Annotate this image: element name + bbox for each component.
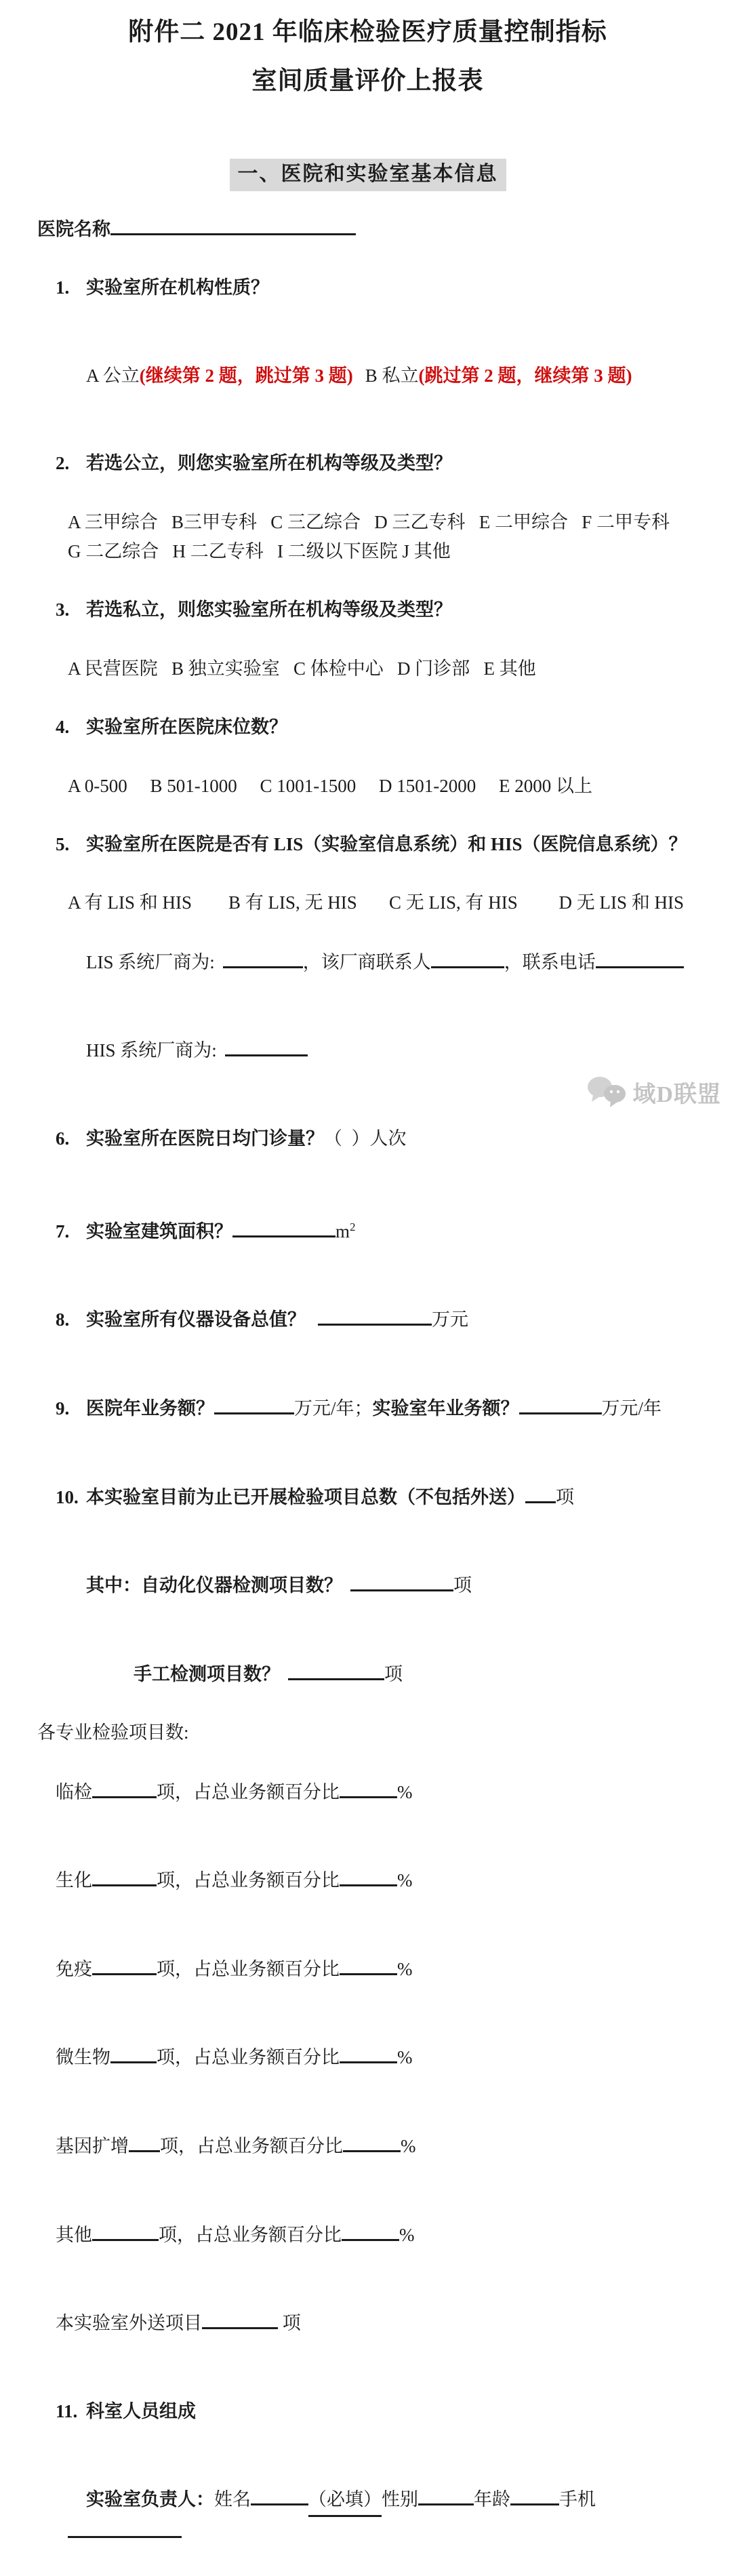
building-area-blank[interactable] [232,1216,336,1237]
question-4-text: 实验室所在医院床位数？ [86,717,287,738]
q1-option-a-skip-note: (继续第 2 题，跳过第 3 题) [139,365,353,386]
question-1 [37,244,698,332]
vendor-contact-label: ，该厂商联系人 [302,951,431,972]
specialty-items-header: 各专业检验项目数: [37,1722,189,1743]
specialty-row-pcr [37,2102,698,2191]
question-2-options-line2[interactable]: G 二乙综合 H 二乙专科 I 二级以下医院 J 其他 [68,541,451,562]
lab-lead-label: 实验室负责人： [86,2489,214,2510]
q8-unit: 万元 [432,1309,468,1330]
question-5-number: 5. [56,834,70,855]
lab-revenue-blank[interactable] [519,1393,602,1414]
lis-vendor-label: LIS 系统厂商为: [86,951,215,972]
q10-unit: 项 [556,1486,574,1507]
question-7-number: 7. [56,1221,70,1242]
question-7-text: 实验室建筑面积？ [86,1221,232,1242]
total-items-blank[interactable] [525,1482,556,1503]
auto-items-line [37,1541,698,1630]
age-label: 年龄 [474,2489,510,2510]
contact-phone-label: ，联系电话 [504,951,596,972]
question-3-number: 3. [56,599,70,620]
question-4 [37,683,698,772]
question-9-text-b: 实验室年业务额？ [372,1398,519,1419]
auto-items-unit: 项 [453,1575,472,1596]
question-3 [37,566,698,654]
question-8-number: 8. [56,1309,70,1330]
percent-sign: % [401,2136,416,2156]
phone-blank[interactable] [68,2517,182,2538]
manual-items-label: 手工检测项目数？ [134,1663,280,1684]
required-note: （必填） [308,2485,382,2516]
vendor-contact-blank[interactable] [431,947,504,968]
micro-pct-blank[interactable] [340,2042,397,2063]
q1-option-b[interactable]: B 私立 [365,365,419,386]
equipment-value-blank[interactable] [318,1305,432,1326]
question-10 [37,1452,698,1541]
manual-items-line [37,1630,698,1719]
percent-sign: % [397,1781,413,1802]
specialty-name: 微生物 [56,2047,110,2068]
immune-pct-blank[interactable] [340,1954,397,1975]
hospital-name-blank[interactable] [110,214,356,235]
q7-unit-superscript: 2 [350,1220,356,1233]
specialty-mid-label: 项，占总业务额百分比 [157,1870,340,1891]
clinical-pct-blank[interactable] [340,1777,397,1798]
biochem-pct-blank[interactable] [340,1865,397,1886]
question-11 [37,2368,698,2456]
manual-items-blank[interactable] [288,1659,384,1680]
q9-unit-a: 万元/年； [294,1398,373,1419]
question-5-text: 实验室所在医院是否有 LIS（实验室信息系统）和 HIS（医院信息系统）？ [86,834,687,855]
hospital-revenue-blank[interactable] [214,1393,294,1414]
name-blank[interactable] [251,2484,308,2505]
gender-label: 性别 [382,2489,418,2510]
question-10-text: 本实验室目前为止已开展检验项目总数（不包括外送） [86,1486,525,1507]
specialty-name: 其他 [56,2224,92,2245]
watermark [586,1075,721,1109]
outsource-items-label: 本实验室外送项目 [56,2313,202,2334]
manual-items-unit: 项 [384,1663,403,1684]
question-5-options-line1[interactable]: A 有 LIS 和 HIS B 有 LIS, 无 HIS C 无 LIS, 有 HIS D 无 LIS 和 HIS [68,892,685,913]
question-1-number: 1. [56,277,70,298]
percent-sign: % [397,1958,413,1979]
q7-unit-base: m [336,1221,350,1242]
watermark-text: 域D联盟 [632,1082,721,1107]
percent-sign: % [397,2047,413,2068]
question-2-text: 若选公立，则您实验室所在机构等级及类型？ [86,453,452,474]
question-2 [37,420,698,508]
percent-sign: % [399,2224,415,2245]
q9-unit-b: 万元/年 [601,1398,662,1419]
chat-bubbles-icon [586,1075,631,1109]
immune-count-blank[interactable] [92,1954,157,1975]
question-1-options [37,332,698,420]
question-7 [37,1183,698,1276]
question-6-text: 实验室所在医院日均门诊量？ [86,1128,324,1149]
outpatient-volume-parens[interactable]: （ ）人次 [324,1128,407,1149]
lis-vendor-blank[interactable] [223,947,303,968]
question-8-text: 实验室所有仪器设备总值？ [86,1309,306,1330]
pcr-pct-blank[interactable] [343,2131,401,2152]
specialty-name: 临检 [56,1781,92,1802]
question-11-number: 11. [56,2400,78,2421]
question-10-number: 10. [56,1486,79,1507]
other-pct-blank[interactable] [342,2220,399,2241]
other-count-blank[interactable] [92,2220,159,2241]
doc-title-line2: 室间质量评价上报表 [251,67,484,95]
clinical-count-blank[interactable] [92,1777,157,1798]
specialty-name: 基因扩增 [56,2136,129,2156]
outsource-items-unit: 项 [278,2313,301,2334]
phone-label: 手机 [559,2489,596,2510]
specialty-row-other [37,2190,698,2279]
question-9 [37,1364,698,1453]
outsource-items-blank[interactable] [202,2308,278,2329]
age-blank[interactable] [510,2484,559,2505]
section1-header: 一、医院和实验室基本信息 [230,159,506,191]
question-2-number: 2. [56,453,70,474]
biochem-count-blank[interactable] [92,1865,157,1886]
question-6-number: 6. [56,1128,70,1149]
question-5 [37,801,698,889]
auto-items-blank[interactable] [350,1570,453,1591]
question-1-text: 实验室所在机构性质？ [86,277,269,298]
section1-header-row [37,159,698,191]
specialty-row-biochem [37,1836,698,1925]
hospital-name-label: 医院名称 [37,219,110,239]
question-4-options-line1[interactable]: A 0-500 B 501-1000 C 1001-1500 D 1501-2000 E 2000 以上 [68,775,592,796]
doc-title-line1: 附件二 2021 年临床检验医疗质量控制指标 [128,18,607,46]
gender-blank[interactable] [418,2484,474,2505]
question-2-options-line1[interactable]: A 三甲综合 B三甲专科 C 三乙综合 D 三乙专科 E 二甲综合 F 二甲专科 [68,511,670,532]
specialty-row-micro [37,2013,698,2102]
percent-sign: % [397,1870,413,1891]
specialty-row-immune [37,1925,698,2014]
specialty-row-clinical [37,1747,698,1836]
specialty-mid-label: 项，占总业务额百分比 [157,1958,340,1979]
pcr-count-blank[interactable] [129,2131,160,2152]
q1-option-b-skip-note: (跳过第 2 题，继续第 3 题) [418,365,632,386]
question-9-number: 9. [56,1398,70,1419]
q1-option-a[interactable]: A 公立 [86,365,140,386]
question-11-text: 科室人员组成 [86,2400,196,2421]
specialty-mid-label: 项，占总业务额百分比 [160,2136,343,2156]
auto-items-label: 其中：自动化仪器检测项目数？ [86,1575,342,1596]
contact-phone-blank[interactable] [596,947,684,968]
lab-lead-line [37,2455,698,2576]
his-vendor-blank[interactable] [225,1035,308,1056]
question-8 [37,1275,698,1364]
specialty-name: 生化 [56,1870,92,1891]
specialty-mid-label: 项，占总业务额百分比 [159,2224,342,2245]
question-3-text: 若选私立，则您实验室所在机构等级及类型？ [86,599,452,620]
outsource-items-line [37,2279,698,2368]
name-label: 姓名 [214,2489,251,2510]
specialty-mid-label: 项，占总业务额百分比 [157,1781,340,1802]
his-vendor-label: HIS 系统厂商为: [86,1040,217,1061]
lis-vendor-line [37,918,698,1007]
question-3-options-line1[interactable]: A 民营医院 B 独立实验室 C 体检中心 D 门诊部 E 其他 [68,658,536,679]
question-4-number: 4. [56,717,70,738]
specialty-mid-label: 项，占总业务额百分比 [157,2047,340,2068]
specialty-name: 免疫 [56,1958,92,1979]
question-9-text-a: 医院年业务额？ [86,1398,214,1419]
micro-count-blank[interactable] [110,2042,157,2063]
hospital-name-line [37,214,698,244]
